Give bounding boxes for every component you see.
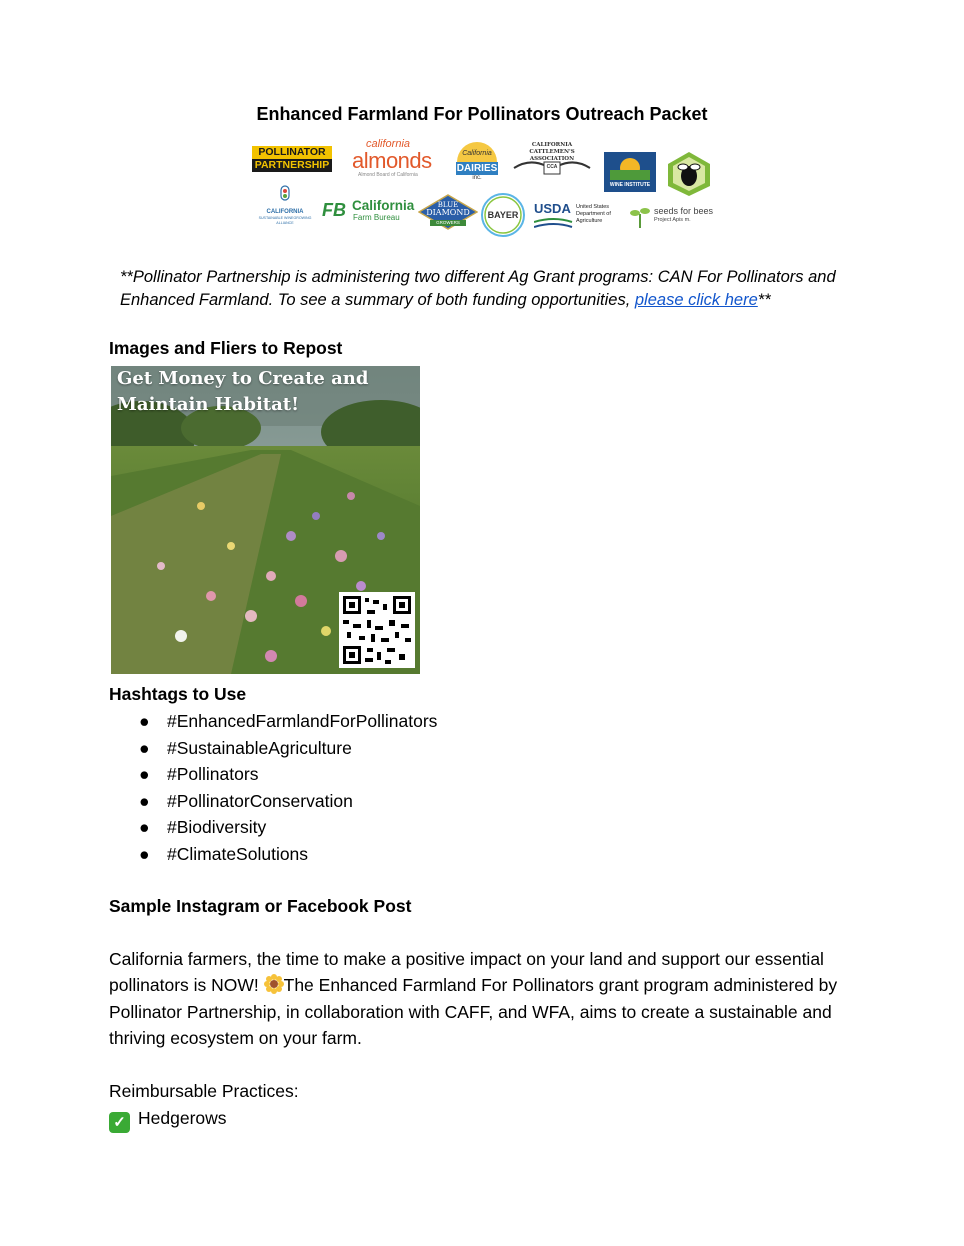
check-mark-icon: ✓ xyxy=(109,1112,130,1133)
click-here-link[interactable]: please click here xyxy=(634,291,758,309)
bullet-icon: ● xyxy=(139,737,150,758)
partner-logos xyxy=(248,136,718,240)
seeds-for-bees-logo: seeds for bees Project Apis m. xyxy=(628,202,718,232)
hashtags-heading: Hashtags to Use xyxy=(109,684,247,704)
sample-post-body: California farmers, the time to make a positive impact on your land and support our essential pollinators is NOW! The Enhanced Farmland For Pollinators grant program administered by Pollinator Partnership, in collaboration with CAFF, and WFA, aims to create a sustainable and thriving ecosystem on your farm. xyxy=(109,949,838,1048)
bullet-icon: ● xyxy=(139,764,150,784)
flier-title: Get Money to Create and Maintain Habitat! xyxy=(117,368,369,415)
bayer-logo: BAYER xyxy=(480,192,526,238)
list-item: ● #EnhancedFarmlandForPollinators xyxy=(109,708,437,735)
seedling-icon xyxy=(628,204,652,230)
sunflower-icon xyxy=(264,974,284,994)
qr-code xyxy=(339,592,415,668)
flier-image[interactable] xyxy=(111,366,420,674)
reimbursable-label: Reimbursable Practices: xyxy=(109,1081,299,1101)
funding-note: **Pollinator Partnership is administering two different Ag Grant programs: CAN For Pollinators and Enhanced Farmland. To see a summary of both funding opportunities, please click here** xyxy=(120,268,836,309)
bullet-icon: ● xyxy=(139,817,150,837)
pollinator-partnership-logo: POLLINATOR PARTNERSHIP xyxy=(252,146,332,172)
wine-institute-logo: WINE INSTITUTE xyxy=(604,152,656,192)
bullet-icon: ● xyxy=(139,843,150,864)
list-item: ● #SustainableAgriculture xyxy=(109,735,437,762)
bee-hexagon-logo xyxy=(664,150,714,198)
list-item: ● #Biodiversity xyxy=(109,814,437,841)
hashtag-list xyxy=(109,708,437,867)
usda-hills-emblem xyxy=(534,216,574,230)
list-item: ● #Pollinators xyxy=(109,761,437,788)
usda-logo: USDA United States Department of Agriculture xyxy=(534,202,626,232)
bee-icon xyxy=(664,150,714,198)
sustainable-winegrowing-logo: CALIFORNIA SUSTAINABLE WINEGROWING ALLIANCE xyxy=(250,184,320,224)
practice-item: ✓ Hedgerows xyxy=(109,1105,869,1133)
page-title: Enhanced Farmland For Pollinators Outreach Packet xyxy=(256,104,708,124)
almond-board-logo: california almonds Almond Board of California xyxy=(352,138,432,178)
farm-bureau-logo: FB California Farm Bureau xyxy=(322,198,415,222)
bullet-icon: ● xyxy=(139,711,150,731)
bullet-icon: ● xyxy=(139,790,150,811)
cattlemens-association-logo: CALIFORNIA CATTLEMEN'S ASSOCIATION CCA xyxy=(510,140,594,180)
list-item: ● #PollinatorConservation xyxy=(109,788,437,815)
california-dairies-logo: California DAIRIES inc. xyxy=(454,142,500,184)
images-heading: Images and Fliers to Repost xyxy=(109,338,343,358)
sample-post-heading: Sample Instagram or Facebook Post xyxy=(109,896,412,916)
blue-diamond-logo: BLUE DIAMOND GROWERS xyxy=(418,194,478,230)
list-item: ● #ClimateSolutions xyxy=(109,841,437,868)
cswa-emblem xyxy=(250,184,320,204)
